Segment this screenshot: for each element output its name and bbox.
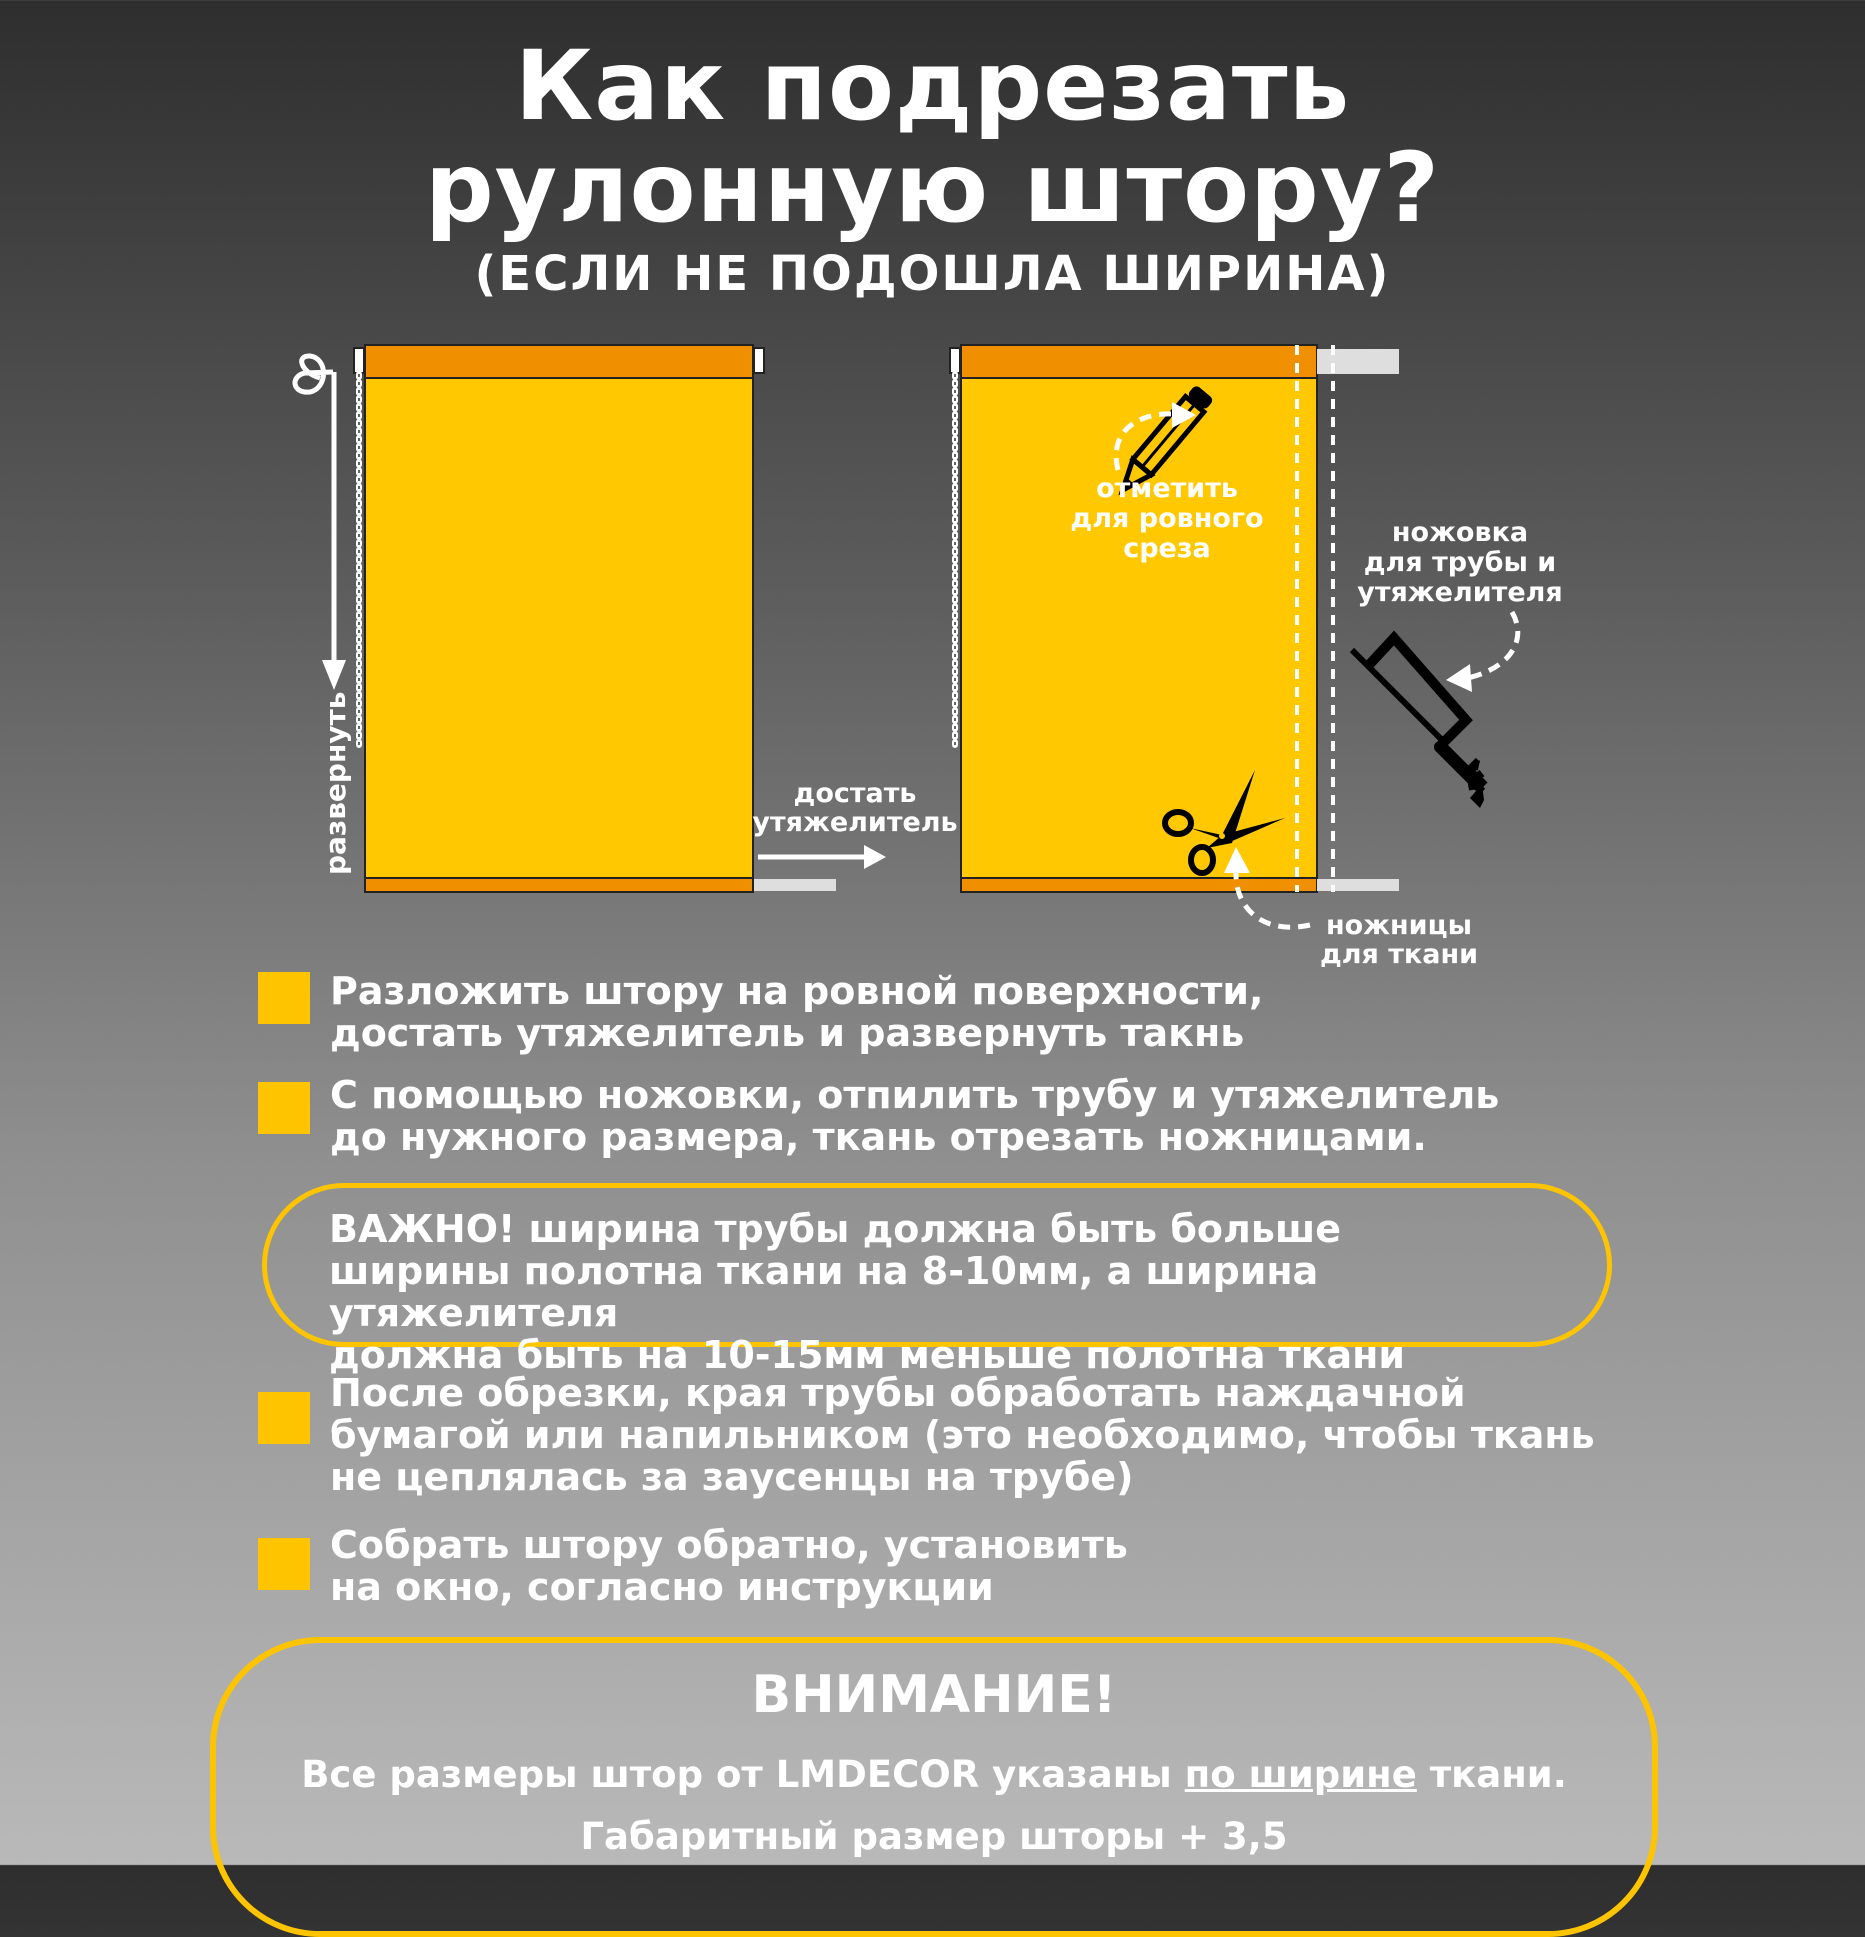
shade-before-tube bbox=[365, 345, 753, 378]
subtitle: (ЕСЛИ НЕ ПОДОШЛА ШИРИНА) bbox=[474, 246, 1391, 302]
saw-label-line2: для трубы и bbox=[1363, 547, 1557, 578]
step-3-text: После обрезки, края трубы обработать наждачной бумагой или напильником (это необходимо, чтобы ткань не цеплялась за заусенцы на трубе) bbox=[330, 1371, 1595, 1499]
saw-arrow bbox=[1468, 612, 1518, 678]
step-2-text: С помощью ножовки, отпилить трубу и утяжелитель до нужного размера, ткань отрезать ножницами. bbox=[330, 1073, 1500, 1159]
attention-line-2: Габаритный размер шторы + 3,5 bbox=[580, 1815, 1288, 1858]
step-4-text: Собрать штору обратно, установить на окно, согласно инструкции bbox=[330, 1523, 1128, 1609]
bullet-square bbox=[258, 1538, 310, 1590]
hacksaw-icon bbox=[1352, 638, 1484, 808]
title-line-2: рулонную штору? bbox=[424, 132, 1441, 244]
unroll-arrow bbox=[295, 356, 346, 690]
mark-label-line3: среза bbox=[1123, 533, 1211, 564]
attention-title: ВНИМАНИЕ! bbox=[751, 1665, 1117, 1725]
important-note bbox=[262, 1183, 1612, 1377]
shade-after-bottom-bar bbox=[961, 878, 1317, 892]
bullet-square bbox=[258, 1392, 310, 1444]
shade-after-tube-excess bbox=[1317, 349, 1399, 374]
shade-before-weight-bar bbox=[754, 879, 836, 891]
mark-label-line1: отметить bbox=[1096, 473, 1238, 504]
important-text: ВАЖНО! ширина трубы должна быть больше ширины полотна ткани на 8-10мм, а ширина утяжелителя должна быть на 10-15мм меньше полотна ткани bbox=[329, 1207, 1406, 1377]
attention-box bbox=[210, 1637, 1658, 1937]
step-1-text: Разложить штору на ровной поверхности, достать утяжелитель и развернуть такнь bbox=[330, 969, 1264, 1055]
shade-before-bottom-bar bbox=[365, 878, 753, 892]
title-line-1: Как подрезать bbox=[514, 30, 1351, 142]
scissors-label-line2: для ткани bbox=[1319, 939, 1479, 970]
shade-before-end-cap-left bbox=[354, 348, 364, 373]
weight-label-line2: утяжелитель bbox=[752, 807, 958, 838]
weight-label-line1: достать bbox=[793, 778, 917, 809]
weight-arrow bbox=[758, 845, 886, 869]
shade-before-fabric bbox=[365, 378, 753, 878]
saw-label-line3: утяжелителя bbox=[1357, 577, 1563, 608]
shade-after-end-cap-left bbox=[950, 348, 960, 373]
width-underline: по ширине bbox=[1184, 1753, 1417, 1796]
scissors-label-line1: ножницы bbox=[1325, 910, 1473, 941]
shade-before-end-cap-right bbox=[754, 348, 764, 373]
bullet-square bbox=[258, 972, 310, 1024]
mark-label-line2: для ровного bbox=[1070, 503, 1264, 534]
saw-label-line1: ножовка bbox=[1391, 517, 1529, 548]
attention-line-1: Все размеры штор от LMDECOR указаны по ширине ткани. bbox=[301, 1753, 1567, 1796]
shade-after-tube bbox=[961, 345, 1317, 378]
shade-after-weight-excess bbox=[1317, 879, 1399, 891]
unroll-label: развернуть bbox=[319, 691, 352, 875]
bullet-square bbox=[258, 1082, 310, 1134]
